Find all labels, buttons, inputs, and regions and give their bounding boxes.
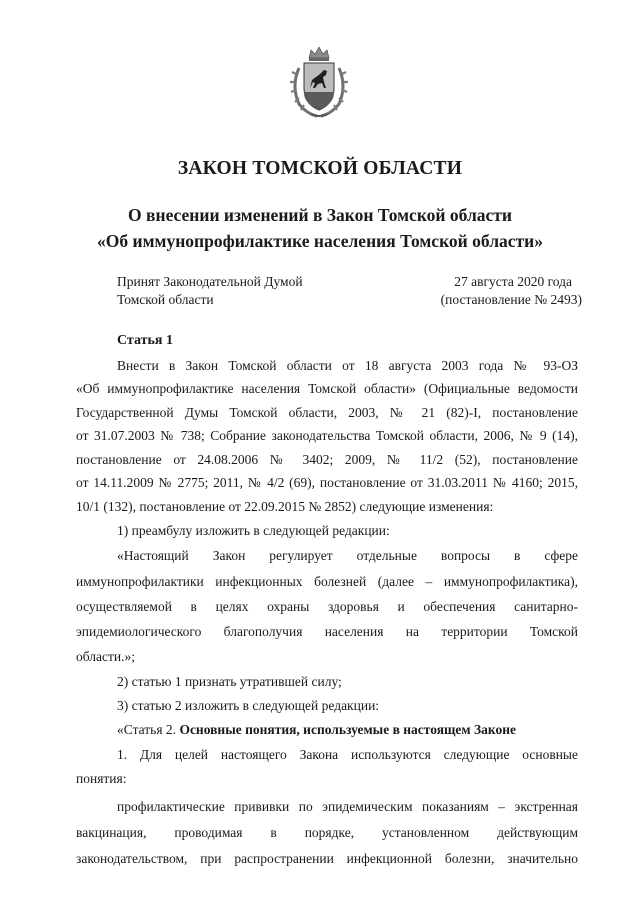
- adopted-by-line-1: Принят Законодательной Думой: [117, 274, 303, 289]
- paragraph-line: от 31.07.2003 № 738; Собрание законодательства Томской области, 2006, № 9 (14),: [76, 428, 578, 443]
- list-item-1: 1) преамбулу изложить в следующей редакции:: [117, 523, 390, 538]
- list-item-2: 2) статью 1 признать утратившей силу;: [117, 674, 342, 689]
- article-2-title: Основные понятия, используемые в настоящем Законе: [179, 722, 516, 737]
- definition-line: профилактические прививки по эпидемическим показаниям – экстренная: [117, 799, 578, 814]
- paragraph-line: понятия:: [76, 771, 127, 786]
- quote-line: осуществляемой в целях охраны здоровья и обеспечения санитарно-: [76, 599, 578, 614]
- article-1-heading: Статья 1: [117, 333, 173, 348]
- definition-line: вакцинация, проводимая в порядке, установленном действующим: [76, 825, 578, 840]
- paragraph-line: Государственной Думы Томской области, 2003, № 21 (82)-I, постановление: [76, 405, 578, 420]
- paragraph-line: от 14.11.2009 № 2775; 2011, № 4/2 (69), постановление от 31.03.2011 № 4160; 2015,: [76, 475, 578, 490]
- adoption-date: 27 августа 2020 года: [454, 274, 572, 289]
- definition-line: законодательством, при распространении инфекционной болезни, значительно: [76, 851, 578, 866]
- quote-line: эпидемиологического благополучия населения на территории Томской: [76, 624, 578, 639]
- quote-line: «Настоящий Закон регулирует отдельные вопросы в сфере: [117, 548, 578, 563]
- article-2-prefix: «Статья 2.: [117, 722, 177, 737]
- paragraph-line: 10/1 (132), постановление от 22.09.2015 № 2852) следующие изменения:: [76, 499, 494, 514]
- quote-line: области.»;: [76, 649, 136, 664]
- adopted-by-line-2: Томской области: [117, 292, 214, 307]
- resolution-number: (постановление № 2493): [440, 292, 582, 307]
- paragraph-line: 1. Для целей настоящего Закона используются следующие основные: [117, 747, 578, 762]
- article-2-heading: [117, 722, 578, 738]
- tomsk-oblast-coat-of-arms-icon: [287, 44, 351, 120]
- paragraph-line: постановление от 24.08.2006 № 3402; 2009, № 11/2 (52), постановление: [76, 452, 578, 467]
- paragraph-line: Внести в Закон Томской области от 18 августа 2003 года № 93-ОЗ: [117, 358, 578, 373]
- paragraph-line: «Об иммунопрофилактике населения Томской области» (Официальные ведомости: [76, 381, 578, 396]
- law-subtitle-line-1: О внесении изменений в Закон Томской области: [128, 205, 512, 225]
- list-item-3: 3) статью 2 изложить в следующей редакции:: [117, 698, 380, 713]
- law-title: ЗАКОН ТОМСКОЙ ОБЛАСТИ: [177, 158, 463, 179]
- law-subtitle-line-2: «Об иммунопрофилактике населения Томской области»: [97, 231, 543, 251]
- quote-line: иммунопрофилактики инфекционных болезней (далее – иммунопрофилактика),: [76, 574, 578, 589]
